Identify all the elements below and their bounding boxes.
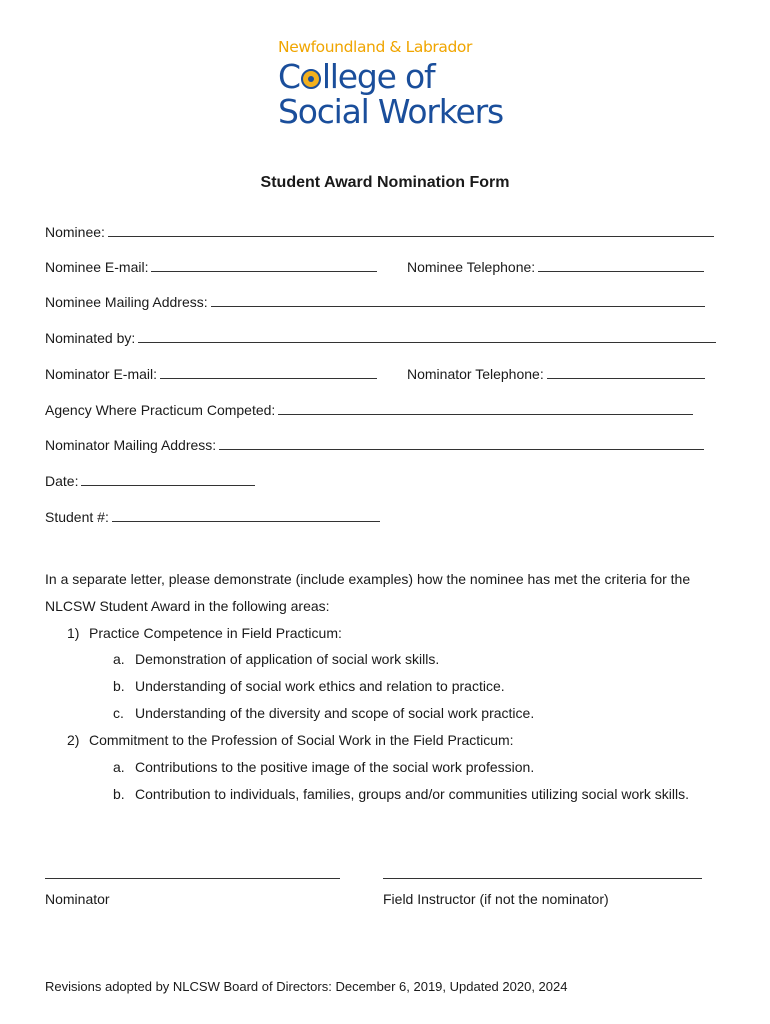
item-letter: a. (113, 651, 125, 667)
nominee-input-line[interactable] (108, 223, 714, 237)
logo-tagline: Newfoundland & Labrador (278, 38, 472, 56)
nominee-mailing-input-line[interactable] (211, 293, 705, 307)
nominee-email-field (45, 258, 377, 276)
nominee-mailing-field (45, 293, 705, 311)
nominee-telephone-field (407, 258, 704, 276)
criterion-1 (67, 624, 342, 642)
item-letter: a. (113, 759, 125, 775)
item-text: Demonstration of application of social work skills. (135, 651, 440, 667)
criterion-1c (113, 704, 534, 722)
nominee-email-input-line[interactable] (151, 258, 377, 272)
logo-line-1-end: llege of (321, 57, 435, 96)
field-instructor-signature-label: Field Instructor (if not the nominator) (383, 891, 609, 907)
agency-field (45, 401, 693, 419)
nominator-email-label: Nominator E-mail: (45, 366, 158, 382)
nominator-signature-label: Nominator (45, 891, 110, 907)
item-letter: c. (113, 705, 124, 721)
nominator-telephone-input-line[interactable] (547, 365, 705, 379)
date-input-line[interactable] (81, 472, 255, 486)
criterion-1a (113, 650, 439, 668)
nominator-email-field (45, 365, 377, 383)
nominee-field (45, 223, 714, 241)
nominator-telephone-field (407, 365, 705, 383)
item-text: Understanding of social work ethics and relation to practice. (135, 678, 505, 694)
criterion-2 (67, 731, 514, 749)
item-text: Contribution to individuals, families, groups and/or communities utilizing social work skills. (135, 786, 690, 802)
seal-icon (301, 69, 321, 89)
nominee-telephone-label: Nominee Telephone: (407, 259, 536, 275)
criterion-number: 1) (67, 625, 80, 641)
nominator-mailing-input-line[interactable] (219, 436, 704, 450)
nominated-by-field (45, 329, 716, 347)
logo-line-1 (278, 59, 518, 94)
date-field (45, 472, 255, 490)
criterion-text: Commitment to the Profession of Social Work in the Field Practicum: (89, 732, 514, 748)
nominated-by-input-line[interactable] (138, 329, 716, 343)
item-text: Understanding of the diversity and scope of social work practice. (135, 705, 535, 721)
student-number-input-line[interactable] (112, 508, 380, 522)
item-letter: b. (113, 786, 125, 802)
field-instructor-signature-line[interactable] (383, 878, 702, 879)
nominated-by-label: Nominated by: (45, 330, 136, 346)
student-number-label: Student #: (45, 509, 109, 525)
student-number-field (45, 508, 380, 526)
nominee-telephone-input-line[interactable] (538, 258, 704, 272)
nominator-signature-line[interactable] (45, 878, 340, 879)
nominator-telephone-label: Nominator Telephone: (407, 366, 544, 382)
nominee-mailing-label: Nominee Mailing Address: (45, 294, 208, 310)
agency-input-line[interactable] (278, 401, 693, 415)
agency-label: Agency Where Practicum Competed: (45, 402, 276, 418)
college-logo (278, 38, 518, 129)
nominator-mailing-field (45, 436, 704, 454)
logo-line-1-start: C (278, 57, 300, 96)
nominator-email-input-line[interactable] (160, 365, 377, 379)
form-title: Student Award Nomination Form (260, 174, 510, 191)
date-label: Date: (45, 473, 79, 489)
nominator-mailing-label: Nominator Mailing Address: (45, 437, 217, 453)
logo-line-2: Social Workers (278, 92, 503, 131)
item-letter: b. (113, 678, 125, 694)
criterion-text: Practice Competence in Field Practicum: (89, 625, 342, 641)
nominee-email-label: Nominee E-mail: (45, 259, 149, 275)
criterion-2b (113, 785, 689, 803)
revision-footer: Revisions adopted by NLCSW Board of Directors: December 6, 2019, Updated 2020, 2024 (45, 979, 568, 994)
nominee-label: Nominee: (45, 224, 105, 240)
criterion-2a (113, 758, 534, 776)
instructions-paragraph: In a separate letter, please demonstrate (include examples) how the nominee has met the criteria for the NLCSW Student Award in the following areas: (45, 571, 691, 614)
criterion-1b (113, 677, 505, 695)
criterion-number: 2) (67, 732, 80, 748)
item-text: Contributions to the positive image of the social work profession. (135, 759, 535, 775)
